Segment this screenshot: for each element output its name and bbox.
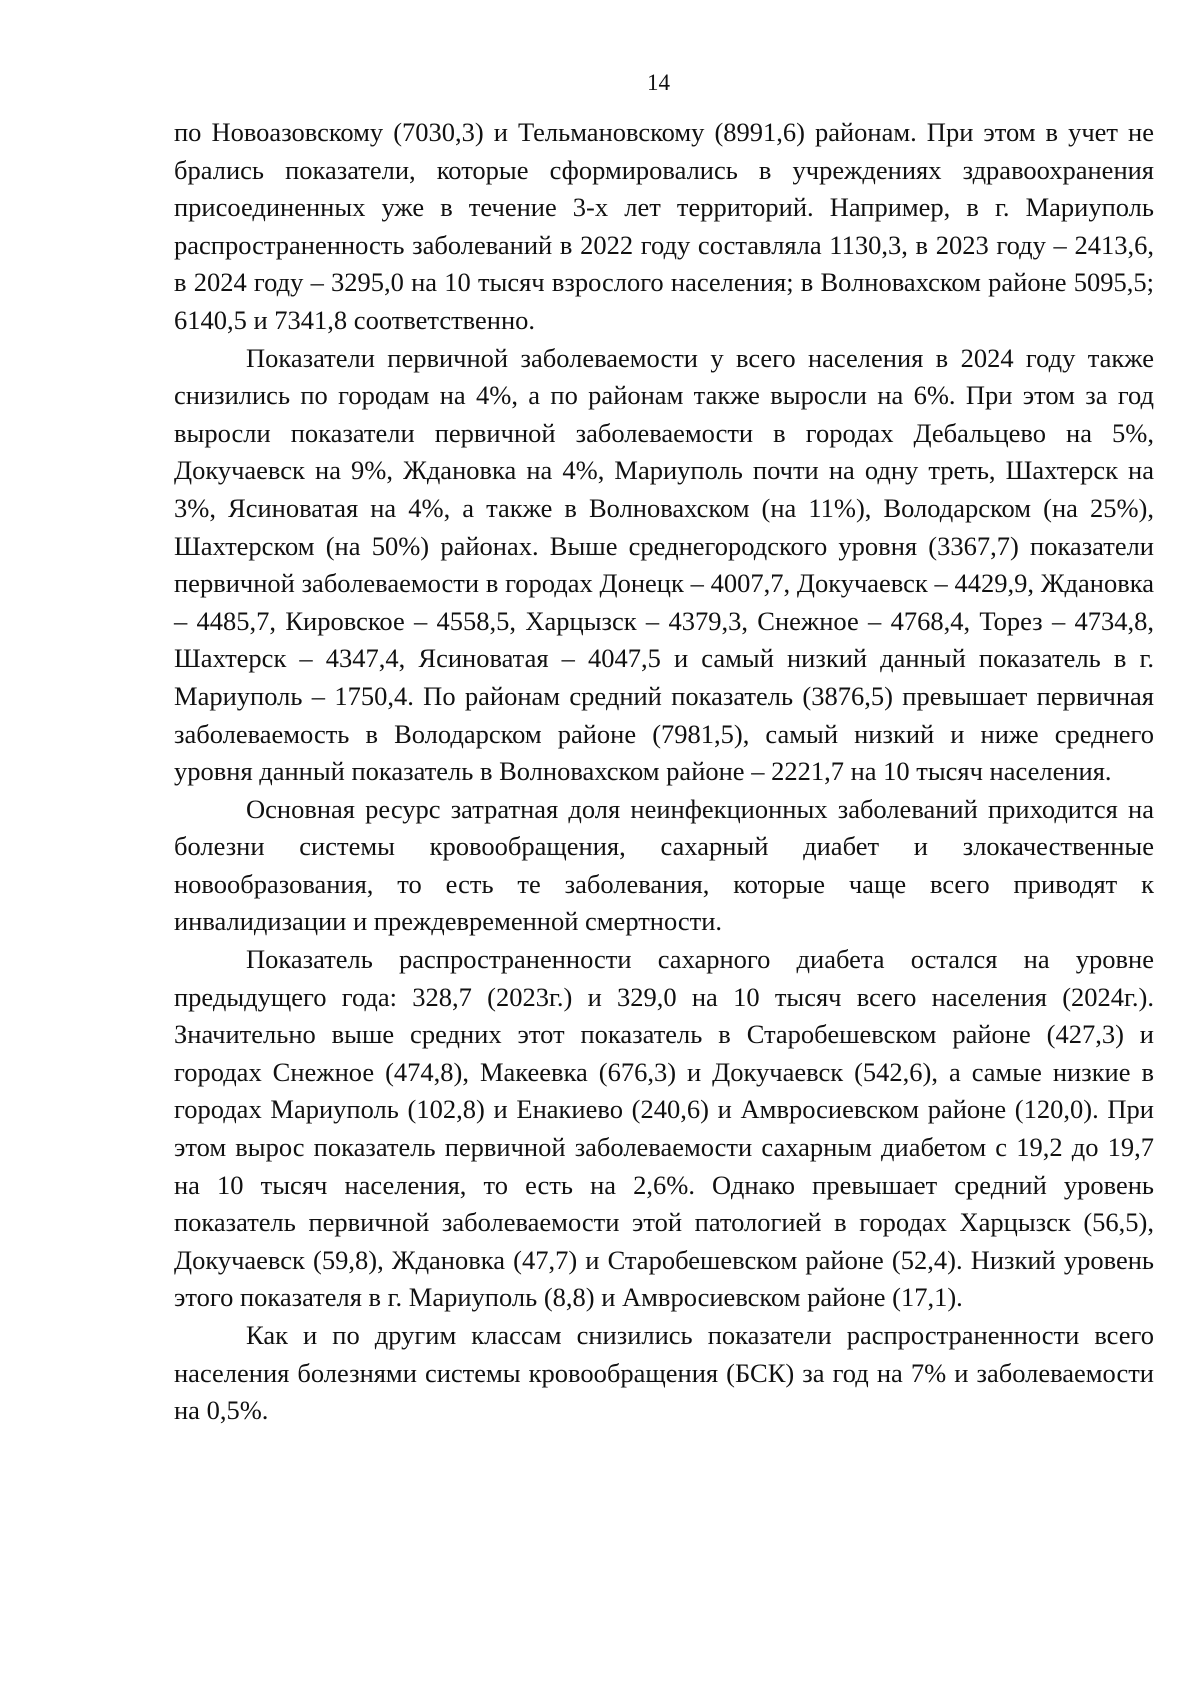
paragraph-circulatory-diseases: Как и по другим классам снизились показатели распространенности всего населения болезнями системы кровообращения (БСК) за год на 7% и заболеваемости на 0,5%. [174,1320,1154,1426]
paragraph-primary-morbidity: Показатели первичной заболеваемости у всего населения в 2024 году также снизились по городам на 4%, а по районам также выросли на 6%. При этом за год выросли показатели первичной заболеваемости в городах Дебальцево на 5%, Докучаевск на 9%, Ждановка на 4%, Мариуполь почти на одну треть, Шахтерск на 3%, Ясиноватая на 4%, а также в Волновахском (на 11%), Володарском (на 25%), Шахтерском (на 50%) районах. Выше среднегородского уровня (3367,7) показатели первичной заболеваемости в городах Донецк – 4007,7, Докучаевск – 4429,9, Ждановка – 4485,7, Кировское – 4558,5, Харцызск – 4379,3, Снежное – 4768,4, Торез – 4734,8, Шахтерск – 4347,4, Ясиноватая – 4047,5 и самый низкий данный показатель в г. Мариуполь – 1750,4. По районам средний показатель (3876,5) превышает первичная заболеваемость в Володарском районе (7981,5), самый низкий и ниже среднего уровня данный показатель в Волновахском районе – 2221,7 на 10 тысяч населения. [174,342,1154,787]
paragraph-noncommunicable-diseases: Основная ресурс затратная доля неинфекционных заболеваний приходится на болезни системы кровообращения, сахарный диабет и злокачественные новообразования, то есть те заболевания, которые чаще всего приводят к инвалидизации и преждевременной смертности. [174,793,1154,937]
paragraph-diabetes: Показатель распространенности сахарного диабета остался на уровне предыдущего года: 328,7 (2023г.) и 329,0 на 10 тысяч всего населения (2024г.). Значительно выше средних этот показатель в Старобешевском районе (427,3) и городах Снежное (474,8), Макеевка (676,3) и Докучаевск (542,6), а самые низкие в городах Мариуполь (102,8) и Енакиево (240,6) и Амвросиевском районе (120,0). При этом вырос показатель первичной заболеваемости сахарным диабетом с 19,2 до 19,7 на 10 тысяч населения, то есть на 2,6%. Однако превышает средний уровень показатель первичной заболеваемости этой патологией в городах Харцызск (56,5), Докучаевск (59,8), Ждановка (47,7) и Старобешевском районе (52,4). Низкий уровень этого показателя в г. Мариуполь (8,8) и Амвросиевском районе (17,1). [174,944,1154,1313]
paragraph-continuation: по Новоазовскому (7030,3) и Тельмановскому (8991,6) районам. При этом в учет не брались показатели, которые сформировались в учреждениях здравоохранения присоединенных уже в течение 3-х лет территорий. Например, в г. Мариуполь распространенность заболеваний в 2022 году составляла 1130,3, в 2023 году – 2413,6, в 2024 году – 3295,0 на 10 тысяч взрослого населения; в Волновахском районе 5095,5; 6140,5 и 7341,8 соответственно. [174,117,1154,335]
page-number: 14 [647,70,670,95]
document-body [174,114,1154,1430]
